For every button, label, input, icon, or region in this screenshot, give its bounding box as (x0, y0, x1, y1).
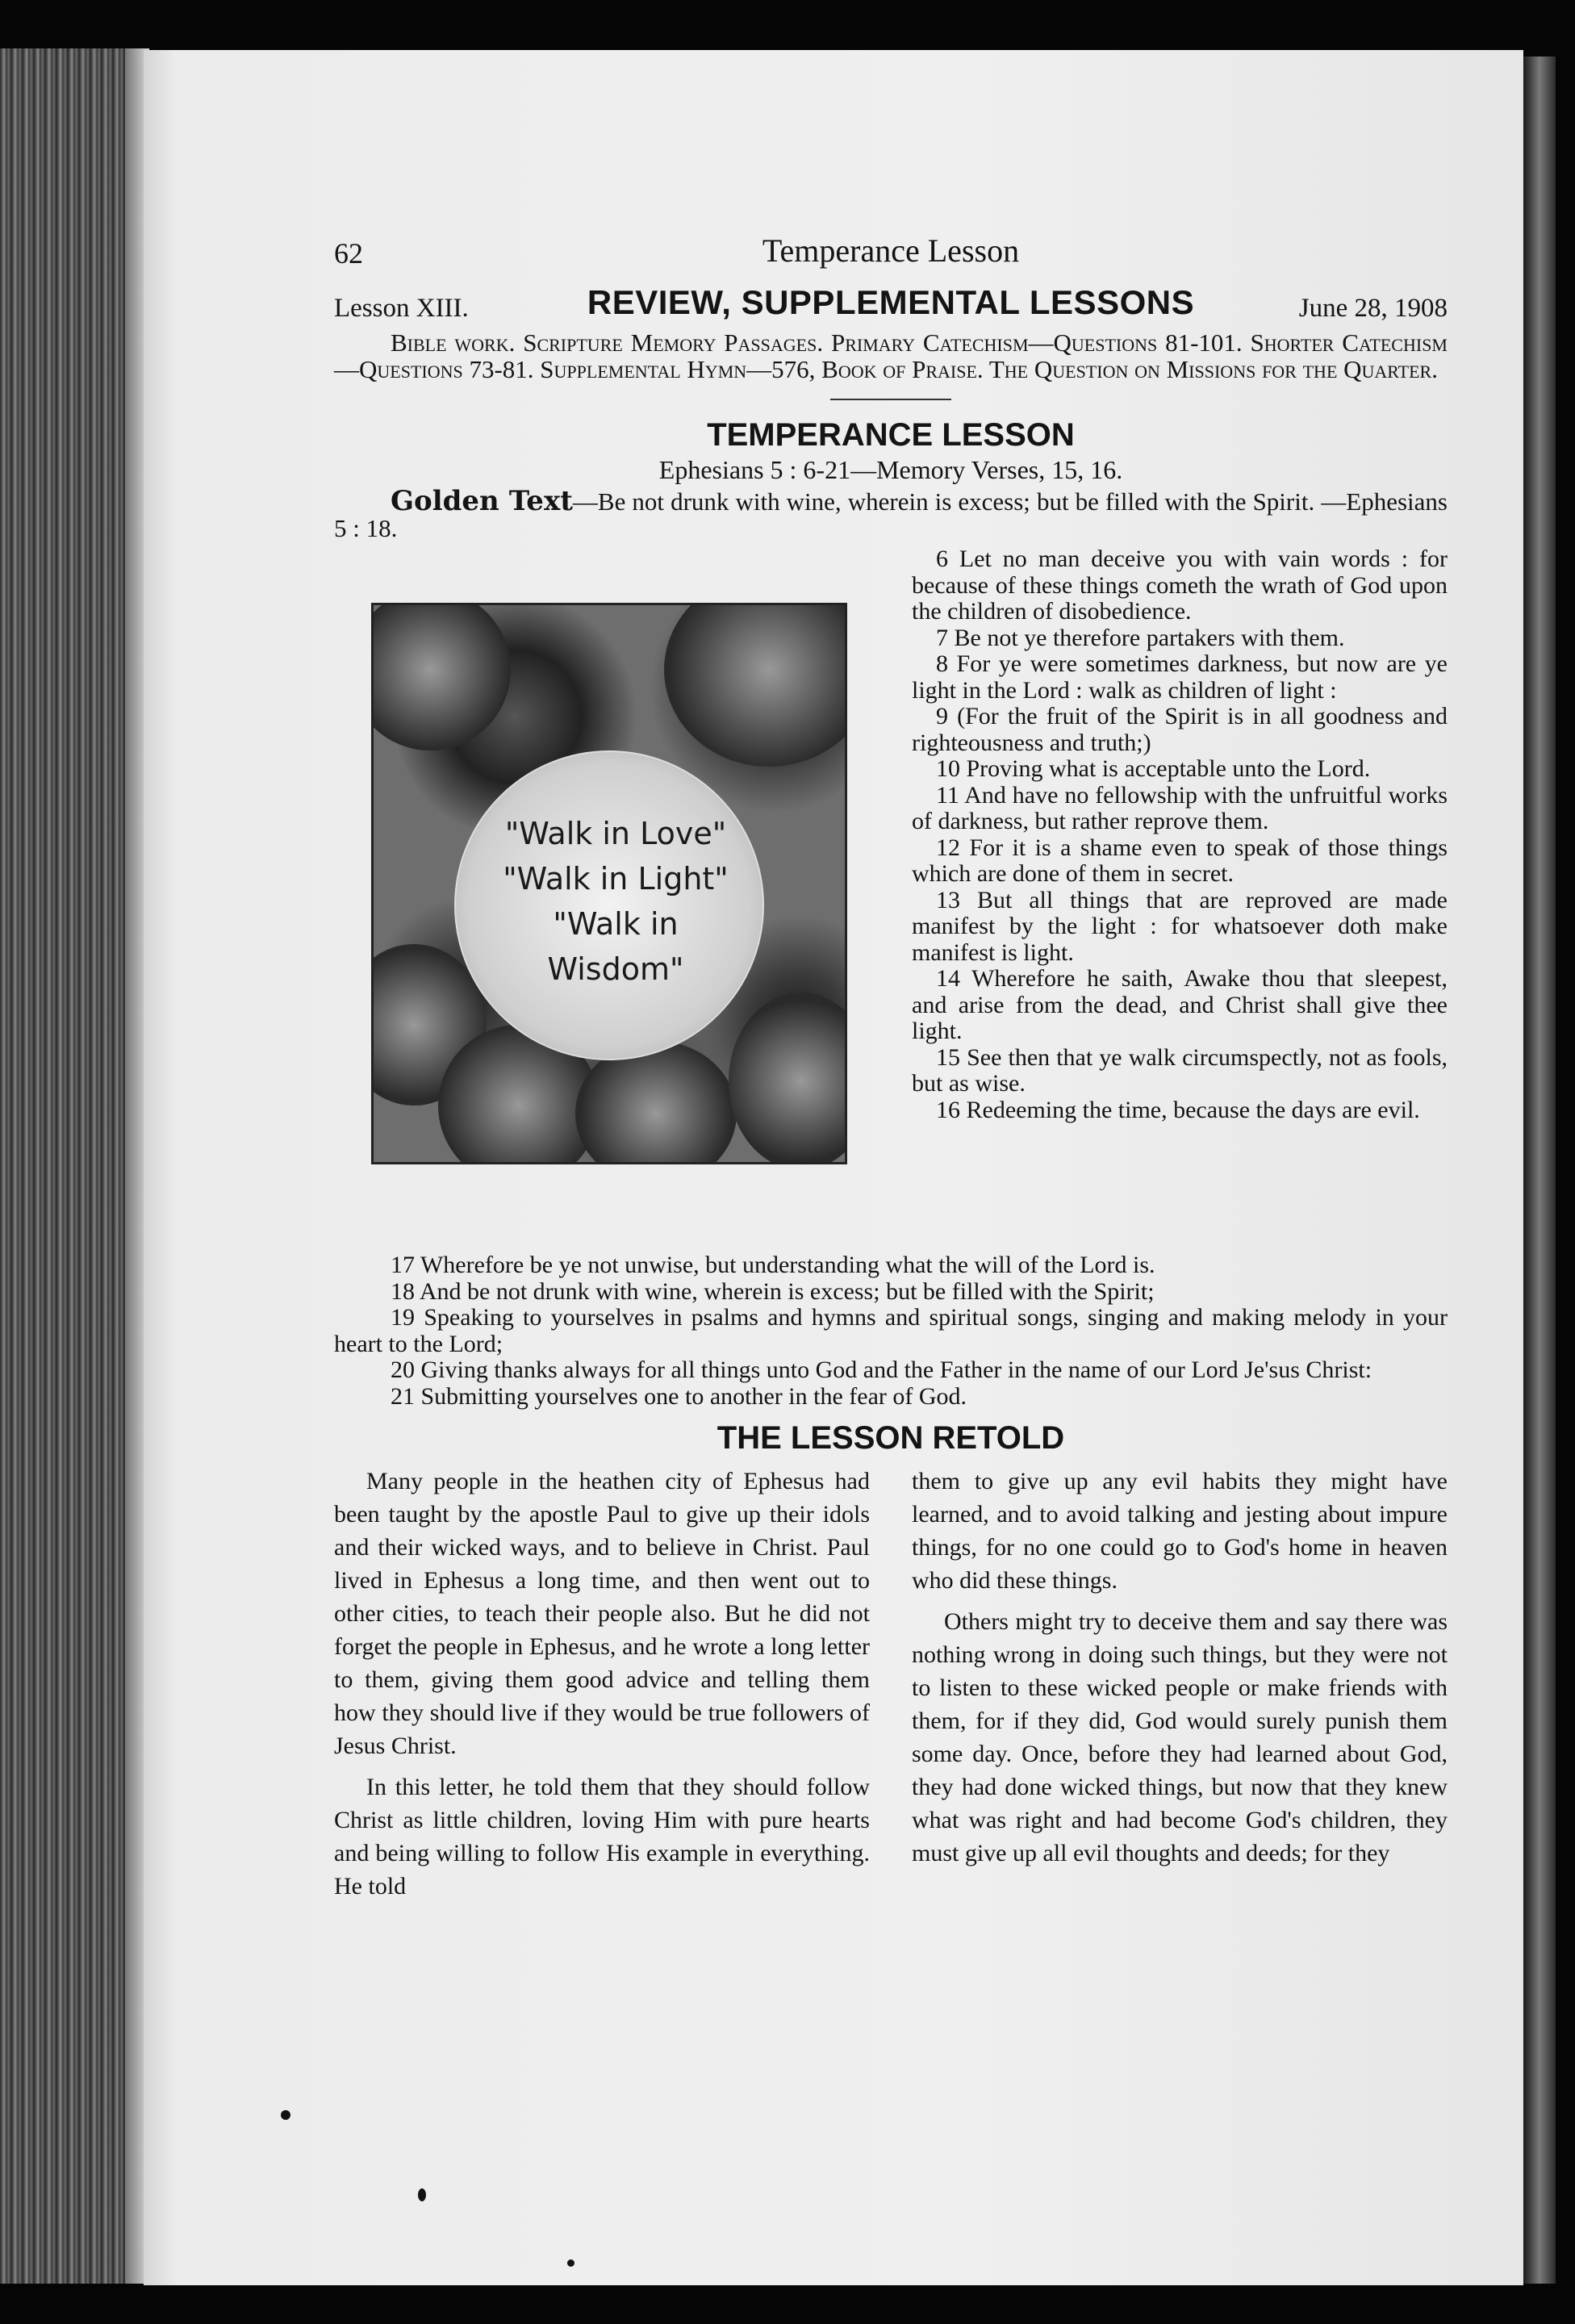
verses-right-column (912, 546, 1448, 1123)
retold-paragraph: them to give up any evil habits they might have learned, and to avoid talking and jesting about impure things, for no one could go to God's home in heaven who did these things. (912, 1468, 1448, 1594)
verse: 12 For it is a shame even to speak of those things which are done of them in secret. (912, 834, 1448, 887)
running-head (334, 232, 1448, 276)
verse: 11 And have no fellowship with the unfruitful works of darkness, but rather reprove them. (912, 781, 1448, 834)
verse: 10 Proving what is acceptable unto the Lord. (936, 755, 1371, 782)
section-divider (830, 399, 951, 400)
verse: 7 Be not ye therefore partakers with them. (936, 624, 1345, 651)
verse: 18 And be not drunk with wine, wherein is excess; but be filled with the Spirit; (391, 1277, 1155, 1305)
verse: 6 Let no man deceive you with vain words : for because of these things cometh the wrath of God upon the children of disobedience. (912, 545, 1448, 625)
verse: 15 See then that ye walk circumspectly, not as fools, but as wise. (912, 1043, 1448, 1097)
floral-illustration (371, 603, 847, 1164)
temperance-heading: TEMPERANCE LESSON (707, 417, 1075, 453)
running-title: Temperance Lesson (762, 232, 1020, 269)
golden-text (334, 485, 1448, 542)
page-number: 62 (334, 237, 363, 270)
ink-speck (418, 2188, 426, 2201)
facing-page-edge (1523, 56, 1556, 2284)
book-page-edges (0, 48, 149, 2284)
retold-right-column (912, 1465, 1448, 1878)
golden-text-label: Golden Text (391, 485, 573, 517)
verse: 8 For ye were sometimes darkness, but now are ye light in the Lord : walk as children of light : (912, 650, 1448, 704)
ink-speck (567, 2259, 574, 2267)
golden-text-body: —Be not drunk with wine, wherein is excess; but be filled with the Spirit. —Ephesians 5 : 18. (334, 487, 1448, 542)
verse: 13 But all things that are reproved are made manifest by the light : for whatsoever doth make manifest is light. (912, 886, 1448, 966)
retold-paragraph: Many people in the heathen city of Ephesus had been taught by the apostle Paul to give up their idols and their wicked ways, and to believe in Christ. Paul lived in Ephesus a long time, and then went out to other cities, to teach their people also. But he did not forget the people in Ephesus, and he wrote a long letter to them, giving them good advice and telling them how they should live if they would be true followers of Jesus Christ. (334, 1468, 870, 1759)
verse: 17 Wherefore be ye not unwise, but understanding what the will of the Lord is. (391, 1252, 1155, 1278)
verse: 16 Redeeming the time, because the days are evil. (936, 1096, 1420, 1123)
lesson-title: REVIEW, SUPPLEMENTAL LESSONS (587, 283, 1195, 321)
verse: 21 Submitting yourselves one to another in the fear of God. (391, 1382, 967, 1410)
flower-decoration (371, 603, 511, 750)
page-content (334, 232, 1448, 1989)
motto-line: "Walk in Love" (504, 816, 727, 851)
verse: 20 Giving thanks always for all things unto God and the Father in the name of our Lord Je'sus Christ: (391, 1356, 1372, 1383)
lesson-number: Lesson XIII. (334, 294, 469, 323)
motto-line: "Walk in Light" (503, 861, 729, 897)
illustrated-verses (334, 546, 1448, 1252)
ink-speck (281, 2110, 290, 2120)
illustration-motto (495, 811, 737, 992)
retold-heading: THE LESSON RETOLD (716, 1420, 1065, 1456)
lesson-date: June 28, 1908 (1298, 294, 1448, 323)
retold-left-column (334, 1465, 870, 1911)
supplemental-work: Bible work. Scripture Memory Passages. Primary Catechism—Questions 81-101. Shorter Catechism—Questions 73-81. Supplemental Hymn—576, Book of Praise. The Question on Missions for the Quarter. (334, 328, 1448, 383)
retold-paragraph: In this letter, he told them that they should follow Christ as little children, loving Him with pure hearts and being willing to follow His example in everything. He told (334, 1774, 870, 1900)
verse: 19 Speaking to yourselves in psalms and hymns and spiritual songs, singing and making melody in your heart to the Lord; (334, 1304, 1448, 1357)
flower-decoration (664, 603, 847, 767)
scripture-reference: Ephesians 5 : 6-21—Memory Verses, 15, 16. (658, 455, 1123, 484)
verses-full-width (334, 1252, 1448, 1410)
lesson-retold (334, 1465, 1448, 1989)
flower-decoration (729, 993, 847, 1164)
motto-line: "Walk in Wisdom" (547, 906, 684, 987)
verse: 9 (For the fruit of the Spirit is in all goodness and righteousness and truth;) (912, 703, 1448, 756)
verse: 14 Wherefore he saith, Awake thou that sleepest, and arise from the dead, and Christ shall give thee light. (912, 965, 1448, 1044)
retold-paragraph: Others might try to deceive them and say there was nothing wrong in doing such things, but they were not to listen to these wicked people or make friends with them, for if they did, God would surely punish them some day. Once, before they had learned about God, they had done wicked things, but now that they knew what was right and had become God's children, they must give up all evil thoughts and deeds; for they (912, 1608, 1448, 1866)
lesson-header (334, 283, 1448, 324)
